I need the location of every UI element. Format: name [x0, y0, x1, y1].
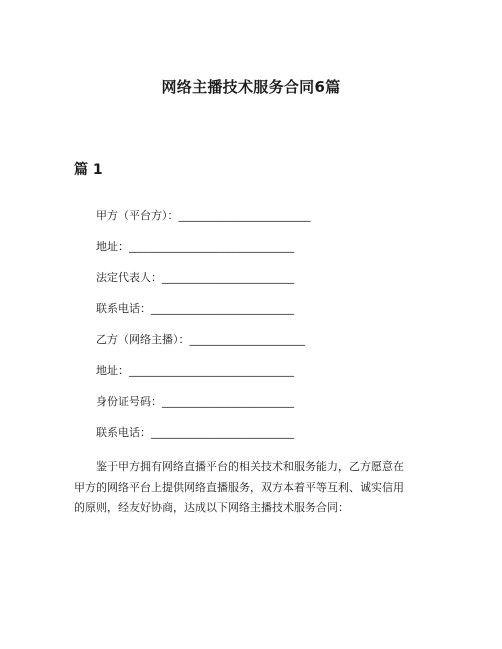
- field-party-b: 乙方（网络主播）：_____________________: [96, 333, 305, 346]
- section-heading: 篇 1: [74, 162, 103, 178]
- intro-line: 甲方的网络平台上提供网络直播服务，双方本着平等互利、诚实信用: [74, 480, 404, 494]
- field-party-a-address: 地址：______________________________: [96, 240, 294, 253]
- intro-line: 的原则，经友好协商，达成以下网络主播技术服务合同：: [74, 501, 349, 514]
- field-id-number: 身份证号码：________________________: [96, 395, 294, 408]
- field-party-b-phone: 联系电话：__________________________: [96, 426, 294, 439]
- field-party-b-address: 地址：______________________________: [96, 364, 294, 377]
- intro-line: 鉴于甲方拥有网络直播平台的相关技术和服务能力，乙方愿意在: [96, 460, 404, 473]
- field-party-a-phone: 联系电话：__________________________: [96, 302, 294, 315]
- party-info-fields: [96, 208, 311, 456]
- document-title: 网络主播技术服务合同6篇: [161, 78, 341, 96]
- field-legal-representative: 法定代表人：________________________: [96, 271, 294, 284]
- intro-paragraph: [74, 457, 429, 519]
- field-party-a: 甲方（平台方）：________________________: [96, 209, 311, 222]
